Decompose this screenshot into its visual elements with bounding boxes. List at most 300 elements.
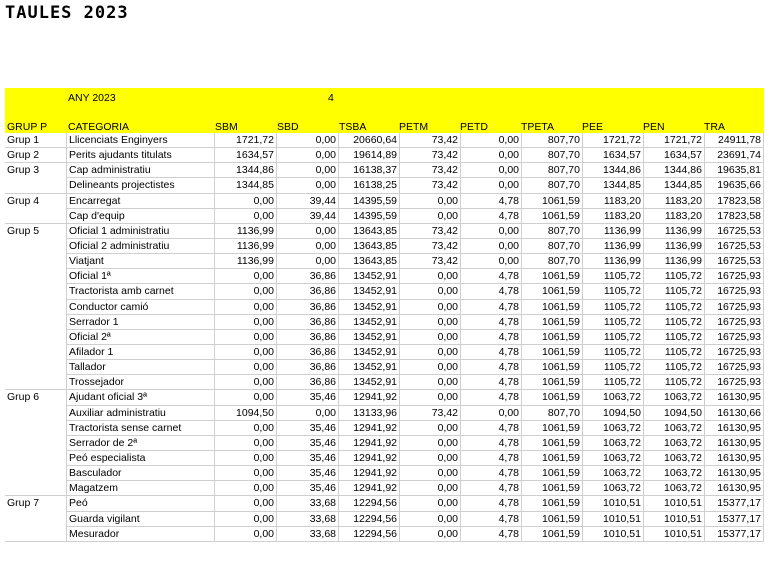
value-cell-tsba: 13452,91 — [338, 375, 399, 390]
value-cell-pen: 1063,72 — [643, 466, 704, 481]
value-cell-petm: 0,00 — [399, 481, 460, 496]
category-cell: Cap administratiu — [66, 163, 214, 178]
value-cell-pen: 1105,72 — [643, 300, 704, 315]
table-row — [5, 512, 764, 527]
value-cell-petm: 0,00 — [399, 345, 460, 360]
table-row — [5, 527, 764, 542]
value-cell-sbd: 0,00 — [276, 239, 338, 254]
group-cell — [5, 284, 66, 299]
value-cell-pee: 1183,20 — [582, 194, 643, 209]
value-cell-tpeta: 1061,59 — [521, 436, 582, 451]
value-cell-tpeta: 1061,59 — [521, 330, 582, 345]
value-cell-tra: 23691,74 — [704, 148, 764, 163]
value-cell-sbm: 0,00 — [214, 345, 276, 360]
value-cell-petd: 4,78 — [460, 496, 521, 511]
value-cell-tpeta: 1061,59 — [521, 284, 582, 299]
value-cell-sbm: 0,00 — [214, 496, 276, 511]
year-label: ANY 2023 — [68, 92, 116, 104]
value-cell-pen: 1063,72 — [643, 481, 704, 496]
value-cell-pen: 1183,20 — [643, 209, 704, 224]
table-row — [5, 209, 764, 224]
value-cell-petd: 4,78 — [460, 300, 521, 315]
value-cell-petm: 0,00 — [399, 436, 460, 451]
value-cell-sbm: 0,00 — [214, 315, 276, 330]
value-cell-pen: 1634,57 — [643, 148, 704, 163]
value-cell-tra: 17823,58 — [704, 194, 764, 209]
category-cell: Oficial 2 administratiu — [66, 239, 214, 254]
header-petd: PETD — [460, 121, 489, 133]
group-cell — [5, 421, 66, 436]
value-cell-tsba: 13452,91 — [338, 269, 399, 284]
value-cell-petm: 0,00 — [399, 194, 460, 209]
category-cell: Oficial 2ª — [66, 330, 214, 345]
value-cell-petm: 0,00 — [399, 269, 460, 284]
table-row — [5, 224, 764, 239]
value-cell-petd: 4,78 — [460, 345, 521, 360]
value-cell-pee: 1136,99 — [582, 254, 643, 269]
category-cell: Peó — [66, 496, 214, 511]
value-cell-tsba: 13643,85 — [338, 239, 399, 254]
table-row — [5, 360, 764, 375]
value-cell-tsba: 13643,85 — [338, 224, 399, 239]
category-cell: Tractorista amb carnet — [66, 284, 214, 299]
value-cell-sbd: 33,68 — [276, 496, 338, 511]
value-cell-pee: 1063,72 — [582, 390, 643, 405]
value-cell-pee: 1010,51 — [582, 496, 643, 511]
value-cell-tra: 16130,66 — [704, 406, 764, 421]
group-cell — [5, 375, 66, 390]
value-cell-petm: 73,42 — [399, 178, 460, 193]
value-cell-pen: 1010,51 — [643, 527, 704, 542]
value-cell-tsba: 12941,92 — [338, 466, 399, 481]
table-row — [5, 300, 764, 315]
value-cell-petm: 0,00 — [399, 315, 460, 330]
value-cell-tra: 16130,95 — [704, 390, 764, 405]
value-cell-pen: 1010,51 — [643, 512, 704, 527]
value-cell-sbd: 36,86 — [276, 345, 338, 360]
value-cell-petd: 4,78 — [460, 421, 521, 436]
value-cell-petd: 4,78 — [460, 481, 521, 496]
table-row — [5, 496, 764, 511]
group-cell — [5, 512, 66, 527]
value-cell-sbd: 0,00 — [276, 133, 338, 148]
value-cell-sbd: 0,00 — [276, 406, 338, 421]
category-cell: Tallador — [66, 360, 214, 375]
category-cell: Magatzem — [66, 481, 214, 496]
table-row — [5, 375, 764, 390]
value-cell-tra: 17823,58 — [704, 209, 764, 224]
value-cell-sbm: 0,00 — [214, 421, 276, 436]
value-cell-pen: 1105,72 — [643, 345, 704, 360]
header-tpeta: TPETA — [521, 121, 555, 133]
value-cell-tpeta: 1061,59 — [521, 451, 582, 466]
category-cell: Perits ajudants titulats — [66, 148, 214, 163]
value-cell-pee: 1105,72 — [582, 345, 643, 360]
value-cell-sbd: 35,46 — [276, 390, 338, 405]
value-cell-tsba: 13452,91 — [338, 300, 399, 315]
value-cell-pee: 1721,72 — [582, 133, 643, 148]
category-cell: Ajudant oficial 3ª — [66, 390, 214, 405]
value-cell-tra: 15377,17 — [704, 527, 764, 542]
value-cell-tsba: 13133,96 — [338, 406, 399, 421]
value-cell-petd: 4,78 — [460, 527, 521, 542]
header-petm: PETM — [399, 121, 429, 133]
value-cell-sbm: 0,00 — [214, 436, 276, 451]
value-cell-tra: 16725,93 — [704, 269, 764, 284]
value-cell-tra: 16130,95 — [704, 481, 764, 496]
value-cell-pen: 1721,72 — [643, 133, 704, 148]
group-cell — [5, 209, 66, 224]
value-cell-petm: 0,00 — [399, 451, 460, 466]
value-cell-pee: 1063,72 — [582, 481, 643, 496]
value-cell-pee: 1105,72 — [582, 360, 643, 375]
value-cell-sbm: 1136,99 — [214, 224, 276, 239]
header-tra: TRA — [704, 121, 725, 133]
value-cell-sbm: 1721,72 — [214, 133, 276, 148]
value-cell-tsba: 16138,37 — [338, 163, 399, 178]
header-pen: PEN — [643, 121, 665, 133]
value-cell-petd: 4,78 — [460, 269, 521, 284]
value-cell-pee: 1344,85 — [582, 178, 643, 193]
value-cell-petd: 4,78 — [460, 466, 521, 481]
value-cell-petm: 73,42 — [399, 148, 460, 163]
value-cell-tpeta: 1061,59 — [521, 466, 582, 481]
value-cell-pen: 1094,50 — [643, 406, 704, 421]
value-cell-petm: 0,00 — [399, 330, 460, 345]
category-cell: Llicenciats Enginyers — [66, 133, 214, 148]
value-cell-petd: 4,78 — [460, 375, 521, 390]
value-cell-petm: 0,00 — [399, 496, 460, 511]
group-cell: Grup 3 — [7, 164, 40, 177]
value-cell-sbm: 1136,99 — [214, 254, 276, 269]
value-cell-tra: 16725,53 — [704, 224, 764, 239]
header-sbm: SBM — [215, 121, 238, 133]
value-cell-petm: 73,42 — [399, 163, 460, 178]
header-categoria: CATEGORIA — [68, 121, 130, 133]
value-cell-tsba: 13452,91 — [338, 360, 399, 375]
value-cell-sbm: 0,00 — [214, 390, 276, 405]
value-cell-petm: 0,00 — [399, 300, 460, 315]
value-cell-pee: 1094,50 — [582, 406, 643, 421]
table-row — [5, 390, 764, 405]
group-cell — [5, 406, 66, 421]
value-cell-pen: 1344,85 — [643, 178, 704, 193]
value-cell-pee: 1010,51 — [582, 512, 643, 527]
group-cell — [5, 269, 66, 284]
value-cell-sbm: 1136,99 — [214, 239, 276, 254]
value-cell-pee: 1344,86 — [582, 163, 643, 178]
value-cell-petm: 0,00 — [399, 375, 460, 390]
value-cell-sbd: 39,44 — [276, 209, 338, 224]
header-row — [5, 118, 764, 133]
value-cell-tsba: 14395,59 — [338, 209, 399, 224]
value-cell-petd: 4,78 — [460, 315, 521, 330]
value-cell-sbm: 0,00 — [214, 512, 276, 527]
value-cell-petd: 0,00 — [460, 254, 521, 269]
year-value: 4 — [328, 92, 334, 104]
value-cell-tpeta: 1061,59 — [521, 496, 582, 511]
value-cell-petd: 4,78 — [460, 360, 521, 375]
table-row — [5, 345, 764, 360]
value-cell-pee: 1063,72 — [582, 421, 643, 436]
value-cell-tra: 16725,53 — [704, 254, 764, 269]
value-cell-tpeta: 807,70 — [521, 163, 582, 178]
value-cell-petd: 0,00 — [460, 178, 521, 193]
value-cell-pee: 1063,72 — [582, 466, 643, 481]
value-cell-petd: 4,78 — [460, 390, 521, 405]
value-cell-pen: 1063,72 — [643, 390, 704, 405]
category-cell: Tractorista sense carnet — [66, 421, 214, 436]
value-cell-tpeta: 1061,59 — [521, 375, 582, 390]
category-cell: Auxiliar administratiu — [66, 406, 214, 421]
value-cell-tsba: 19614,89 — [338, 148, 399, 163]
value-cell-tpeta: 807,70 — [521, 406, 582, 421]
value-cell-petm: 73,42 — [399, 239, 460, 254]
value-cell-tra: 16130,95 — [704, 421, 764, 436]
value-cell-petd: 0,00 — [460, 133, 521, 148]
value-cell-tra: 16725,93 — [704, 345, 764, 360]
value-cell-pee: 1063,72 — [582, 436, 643, 451]
value-cell-tpeta: 1061,59 — [521, 360, 582, 375]
value-cell-tsba: 12294,56 — [338, 527, 399, 542]
category-cell: Serrador de 2ª — [66, 436, 214, 451]
value-cell-tpeta: 1061,59 — [521, 390, 582, 405]
value-cell-tpeta: 1061,59 — [521, 269, 582, 284]
value-cell-tsba: 13452,91 — [338, 345, 399, 360]
value-cell-sbd: 36,86 — [276, 330, 338, 345]
value-cell-pen: 1105,72 — [643, 330, 704, 345]
value-cell-pee: 1634,57 — [582, 148, 643, 163]
value-cell-sbm: 0,00 — [214, 194, 276, 209]
value-cell-pee: 1063,72 — [582, 451, 643, 466]
value-cell-petd: 4,78 — [460, 284, 521, 299]
group-cell — [5, 330, 66, 345]
value-cell-sbd: 36,86 — [276, 300, 338, 315]
value-cell-petm: 0,00 — [399, 209, 460, 224]
table-row — [5, 436, 764, 451]
value-cell-tsba: 13452,91 — [338, 284, 399, 299]
salary-table — [5, 88, 764, 542]
value-cell-petd: 4,78 — [460, 194, 521, 209]
value-cell-petm: 73,42 — [399, 254, 460, 269]
table-row — [5, 148, 764, 163]
value-cell-sbd: 0,00 — [276, 163, 338, 178]
value-cell-petd: 4,78 — [460, 512, 521, 527]
value-cell-sbm: 0,00 — [214, 451, 276, 466]
value-cell-petm: 0,00 — [399, 360, 460, 375]
value-cell-petd: 4,78 — [460, 209, 521, 224]
value-cell-sbd: 33,68 — [276, 527, 338, 542]
value-cell-pen: 1105,72 — [643, 360, 704, 375]
value-cell-tsba: 20660,64 — [338, 133, 399, 148]
value-cell-pen: 1105,72 — [643, 284, 704, 299]
value-cell-petd: 0,00 — [460, 224, 521, 239]
value-cell-pee: 1105,72 — [582, 269, 643, 284]
value-cell-tpeta: 1061,59 — [521, 481, 582, 496]
value-cell-sbd: 39,44 — [276, 194, 338, 209]
value-cell-sbd: 36,86 — [276, 375, 338, 390]
value-cell-tra: 15377,17 — [704, 512, 764, 527]
table-row — [5, 163, 764, 178]
value-cell-tsba: 12941,92 — [338, 481, 399, 496]
value-cell-petm: 0,00 — [399, 421, 460, 436]
group-cell: Grup 1 — [5, 133, 66, 148]
group-cell — [5, 239, 66, 254]
value-cell-pee: 1183,20 — [582, 209, 643, 224]
value-cell-pen: 1136,99 — [643, 239, 704, 254]
value-cell-sbd: 35,46 — [276, 451, 338, 466]
value-cell-tra: 16725,93 — [704, 375, 764, 390]
group-cell — [5, 527, 66, 542]
value-cell-petm: 0,00 — [399, 284, 460, 299]
category-cell: Mesurador — [66, 527, 214, 542]
value-cell-pen: 1063,72 — [643, 421, 704, 436]
category-cell: Peó especialista — [66, 451, 214, 466]
value-cell-petm: 73,42 — [399, 133, 460, 148]
value-cell-tpeta: 1061,59 — [521, 300, 582, 315]
table-row — [5, 421, 764, 436]
value-cell-pen: 1183,20 — [643, 194, 704, 209]
group-cell: Grup 2 — [5, 148, 66, 163]
header-grup-p: GRUP P — [7, 121, 48, 133]
value-cell-sbd: 35,46 — [276, 421, 338, 436]
value-cell-tpeta: 807,70 — [521, 148, 582, 163]
value-cell-tsba: 12294,56 — [338, 496, 399, 511]
value-cell-sbm: 0,00 — [214, 527, 276, 542]
category-cell: Oficial 1ª — [66, 269, 214, 284]
value-cell-sbd: 35,46 — [276, 481, 338, 496]
value-cell-tpeta: 1061,59 — [521, 512, 582, 527]
value-cell-sbm: 1344,85 — [214, 178, 276, 193]
value-cell-sbm: 1634,57 — [214, 148, 276, 163]
value-cell-pee: 1010,51 — [582, 527, 643, 542]
value-cell-pen: 1136,99 — [643, 224, 704, 239]
value-cell-tsba: 16138,25 — [338, 178, 399, 193]
value-cell-pen: 1010,51 — [643, 496, 704, 511]
group-cell — [5, 466, 66, 481]
value-cell-sbm: 0,00 — [214, 481, 276, 496]
value-cell-petm: 0,00 — [399, 527, 460, 542]
group-cell — [5, 315, 66, 330]
value-cell-tpeta: 1061,59 — [521, 209, 582, 224]
value-cell-sbm: 0,00 — [214, 284, 276, 299]
value-cell-tra: 16725,93 — [704, 330, 764, 345]
value-cell-tra: 16725,93 — [704, 360, 764, 375]
value-cell-tra: 16725,93 — [704, 300, 764, 315]
group-cell — [5, 345, 66, 360]
category-cell: Conductor camió — [66, 300, 214, 315]
category-cell: Serrador 1 — [66, 315, 214, 330]
value-cell-sbd: 35,46 — [276, 436, 338, 451]
value-cell-tpeta: 1061,59 — [521, 194, 582, 209]
table-row — [5, 194, 764, 209]
page-title: TAULES 2023 — [5, 3, 129, 23]
value-cell-pee: 1105,72 — [582, 375, 643, 390]
header-tsba: TSBA — [339, 121, 367, 133]
category-cell: Basculador — [66, 466, 214, 481]
value-cell-sbd: 0,00 — [276, 224, 338, 239]
value-cell-tra: 19635,81 — [704, 163, 764, 178]
value-cell-sbd: 36,86 — [276, 360, 338, 375]
value-cell-tra: 24911,78 — [704, 133, 764, 148]
year-row — [5, 88, 764, 118]
value-cell-tsba: 12941,92 — [338, 436, 399, 451]
category-cell: Afilador 1 — [66, 345, 214, 360]
header-pee: PEE — [582, 121, 604, 133]
group-cell — [5, 360, 66, 375]
table-row — [5, 284, 764, 299]
value-cell-petd: 0,00 — [460, 406, 521, 421]
group-cell: Grup 7 — [7, 497, 40, 510]
value-cell-tsba: 13452,91 — [338, 330, 399, 345]
value-cell-pee: 1136,99 — [582, 239, 643, 254]
table-row — [5, 330, 764, 345]
value-cell-tra: 16725,53 — [704, 239, 764, 254]
table-row — [5, 466, 764, 481]
value-cell-tsba: 12941,92 — [338, 451, 399, 466]
value-cell-petm: 0,00 — [399, 466, 460, 481]
value-cell-sbm: 1094,50 — [214, 406, 276, 421]
value-cell-tpeta: 807,70 — [521, 178, 582, 193]
value-cell-pen: 1063,72 — [643, 451, 704, 466]
value-cell-pen: 1105,72 — [643, 315, 704, 330]
category-cell: Delineants projectistes — [66, 178, 214, 193]
category-cell: Encarregat — [66, 194, 214, 209]
value-cell-pen: 1063,72 — [643, 436, 704, 451]
value-cell-tra: 15377,17 — [704, 496, 764, 511]
category-cell: Cap d'equip — [66, 209, 214, 224]
value-cell-sbd: 0,00 — [276, 178, 338, 193]
value-cell-tsba: 14395,59 — [338, 194, 399, 209]
category-cell: Oficial 1 administratiu — [66, 224, 214, 239]
value-cell-sbd: 35,46 — [276, 466, 338, 481]
value-cell-pee: 1105,72 — [582, 300, 643, 315]
table-row — [5, 451, 764, 466]
value-cell-sbm: 0,00 — [214, 375, 276, 390]
category-cell: Trossejador — [66, 375, 214, 390]
group-cell: Grup 6 — [7, 391, 40, 404]
value-cell-petd: 0,00 — [460, 239, 521, 254]
value-cell-sbd: 36,86 — [276, 269, 338, 284]
value-cell-tra: 19635,66 — [704, 178, 764, 193]
value-cell-sbm: 0,00 — [214, 300, 276, 315]
value-cell-pen: 1105,72 — [643, 269, 704, 284]
value-cell-petd: 0,00 — [460, 163, 521, 178]
value-cell-petd: 4,78 — [460, 330, 521, 345]
value-cell-sbm: 0,00 — [214, 269, 276, 284]
value-cell-sbm: 1344,86 — [214, 163, 276, 178]
value-cell-tpeta: 807,70 — [521, 239, 582, 254]
value-cell-tra: 16725,93 — [704, 284, 764, 299]
value-cell-sbd: 0,00 — [276, 254, 338, 269]
table-row — [5, 406, 764, 421]
value-cell-pen: 1136,99 — [643, 254, 704, 269]
value-cell-petd: 0,00 — [460, 148, 521, 163]
value-cell-tsba: 12294,56 — [338, 512, 399, 527]
value-cell-tra: 16130,95 — [704, 466, 764, 481]
value-cell-tsba: 13643,85 — [338, 254, 399, 269]
value-cell-tra: 16725,93 — [704, 315, 764, 330]
value-cell-petm: 0,00 — [399, 512, 460, 527]
table-row — [5, 315, 764, 330]
value-cell-pen: 1105,72 — [643, 375, 704, 390]
value-cell-sbd: 33,68 — [276, 512, 338, 527]
value-cell-tra: 16130,95 — [704, 436, 764, 451]
group-cell — [5, 436, 66, 451]
value-cell-tpeta: 1061,59 — [521, 527, 582, 542]
value-cell-petd: 4,78 — [460, 436, 521, 451]
table-row — [5, 254, 764, 269]
